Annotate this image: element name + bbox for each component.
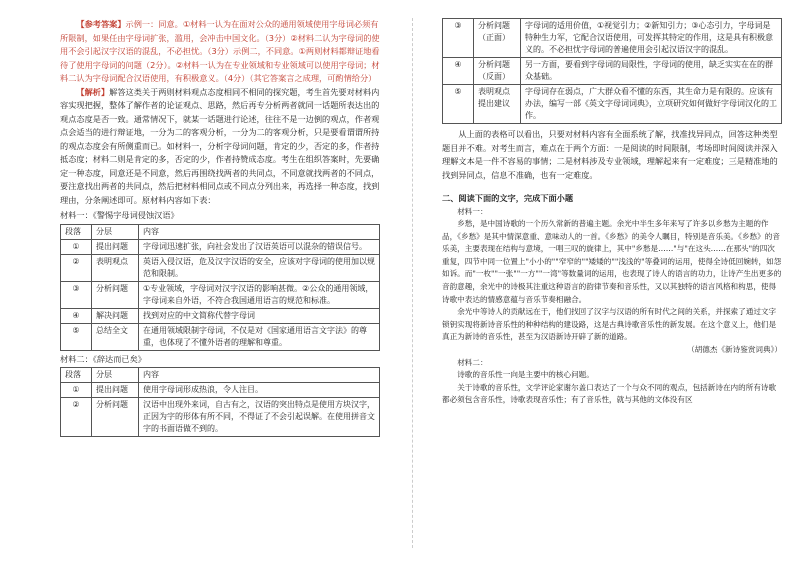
column-divider [412,18,413,548]
material-one-para-2: 余光中等诗人的贡献远在于，他们找回了汉字与汉语的所有时代之间的关系，并探索了通过文字锁钥实现将新诗音乐性的种种结构的建设路，这是古典诗歌音乐性的新发展。在这个意义上，他们是真正为新诗的音乐性，甚至为汉语新诗开辟了新的道路。 [442,307,777,342]
answer-text: 示例一：同意。①材料一认为在面对公众的通用领域使用字母词必须有所限制，如果任由字母词扩张，滥用，会冲击中国文化。（3分）②材料二认为字母词的使用不会引起汉字汉语的混乱，不必担忧。（3分）示例二，不同意。①两则材料都辩证地看待了使用字母词的问题（2分）。②材料一认为在专业领域和专业领域可以使用字母词；材料二认为字母词配合汉语使用，有积极意义。（4分）（其它答案言之成理，可酌情给分） [60,19,380,83]
table-header-row [61,368,380,383]
analysis-paragraph [60,86,380,208]
row-category: 表明观点 [92,254,139,281]
material-two-table [60,367,380,437]
summary-paragraph: 从上面的表格可以看出，只要对材料内容有全面系统了解，找准找异同点，回答这种类型题目并不难。对考生而言，难点在于两个方面：一是阅读的时间限制，考场即时间阅读并深入理解文本是一件不容易的事情；二是材料涉及专业领域，理解起来有一定难度；三是精准地的找到异同点，信息不准确，也有一定难度。 [442,129,778,180]
table-row [61,308,380,323]
material-one-label: 材料一：《警惕字母词侵蚀汉语》 [60,210,179,220]
material-two-label: 材料二：《辞达而已矣》 [60,353,146,364]
row-content: 英语入侵汉语，危及汉字汉语的安全，应该对字母词的使用加以规范和限制。 [139,254,380,281]
right-column [442,18,782,407]
row-category: 分析问题 [92,281,139,308]
row-category: 分析问题 [92,398,139,437]
table-row [61,398,380,437]
row-category: 表明观点提出建议 [474,85,521,124]
material-two-para-2: 关于诗歌的音乐性，文学评论家谢尔盖口表达了一个与众不同的观点，包括新诗在内的所有诗歌都必须包含音乐性，诗歌表现音乐性；有了音乐性，就与其他的文体没有区 [442,382,777,405]
material-two-table-continued [442,18,782,124]
table-row [61,254,380,281]
material-one-source: （胡德杰《新诗鉴赏词典》） [687,345,782,355]
row-content: 找到对应的中文简称代替字母词 [139,308,380,323]
row-content: 字母词的适用价值，①视觉引力；②新知引力；③心态引力，字母词是特种生力军，它配合汉语使用，可发挥其特定的作用，这是具有积极意义的。不必担忧字母词的普遍使用会引起汉语汉字的混乱。 [521,19,782,58]
table-header-row [61,224,380,239]
header-layer: 分层 [92,368,139,383]
material-two-para-1: 诗歌的音乐性一向是主要中的核心问题。 [457,370,594,380]
header-paragraph: 段落 [61,368,92,383]
row-number: ③ [61,281,92,308]
row-number: ④ [61,308,92,323]
row-content: 另一方面，要看到字母词的局限性，字母词的使用，缺乏实实在在的群众基础。 [521,58,782,85]
reading-passage [442,206,782,408]
row-number: ⑤ [61,323,92,350]
row-content: 字母词迅速扩张，向社会发出了汉语英语可以混杂的错误信号。 [139,239,380,254]
section-title: 二、阅读下面的文字，完成下面小题 [442,193,574,203]
table-row [61,383,380,398]
header-paragraph: 段落 [61,224,92,239]
row-number: ⑤ [443,85,474,124]
answer-tag: 【参考答案】 [76,19,126,29]
table-row [61,281,380,308]
row-number: ① [61,239,92,254]
header-layer: 分层 [92,224,139,239]
row-content: 在通用领域限制字母词，不仅是对《国家通用语言文字法》的尊重，也体现了不懂外语者的理解和尊重。 [139,323,380,350]
row-number: ① [61,383,92,398]
header-content: 内容 [139,368,380,383]
row-content: 使用字母词形成热浪，令人注目。 [139,383,380,398]
material-one-table [60,224,380,351]
table-row [443,85,782,124]
left-column [60,18,380,437]
row-category: 提出问题 [92,383,139,398]
header-content: 内容 [139,224,380,239]
table-row [61,323,380,350]
table-row [61,239,380,254]
table-row [443,19,782,58]
row-number: ④ [443,58,474,85]
material-one-para-1: 乡愁，是中国诗歌的一个历久常新的普遍主题。余光中半生多年来写了许多以乡愁为主题的作品，《乡愁》是其中情深意重、意味动人的一首。《乡愁》的美令人瞩目，特别是音乐美。《乡愁》的音乐美，主要表现在结构与意境，一唱三叹的旋律上，其中"乡愁是……"与"在这头……在那头"的四次重复，四节中同一位置上"小小的""窄窄的""矮矮的""浅浅的"等叠词的运用，使得全诗低回婉转，如怨如诉。而"一枚""一张""一方""一湾"等数量词的运用，也表现了诗人的语言的功力，让诗产生出更多的音韵意趣，余光中的诗极其注重这种语言的韵律节奏和音乐性，又以其独特的语言风格和构思，使得诗歌中表达的情感意蕴与音乐节奏相融合。 [442,219,782,304]
row-category: 分析问题（反面） [474,58,521,85]
row-category: 分析问题（正面） [474,19,521,58]
row-content: ①专业领域，字母词对汉字汉语的影响甚微。②公众的通用领域，字母词来自外语，不符合我国通用语言的规范和标准。 [139,281,380,308]
row-category: 提出问题 [92,239,139,254]
row-content: 字母词存在弱点，广大群众看不懂的东西，其生命力是有限的。应该有办法，编写一部《英文字母词词典》，立项研究如何做好字母词汉化的工作。 [521,85,782,124]
analysis-tag: 【解析】 [76,86,110,97]
row-number: ③ [443,19,474,58]
row-number: ② [61,254,92,281]
answer-paragraph [60,18,380,86]
row-category: 解决问题 [92,308,139,323]
analysis-text: 解答这类关于两则材料观点态度相同不相同的探究题，考生首先要对材料内容实现把握，整体了解作者的论证观点、思路，然后再专分析两者就同一话题所表达出的观点态度是否一致。通常情况下，就某一话题进行论述，往往不是一边倒的观点，作者观点会适当的进行辩证地，一分为二的客观分析，一分为二的客观分析，只是要看谓谓所持的观点态度会有所侧重而已。如材料一，分析字母词问题，肯定的少，否定的多，作者持抵态度；材料二则是肯定的多，否定的少，作者持赞成态度。考生在组织答案时，先要确定一种态度，同意还是不同意，然后再围绕找两者的共同点，不同意就找两者的不同点，要注意找出两者的共同点，然后把材料相同点或不同点分列出来，再选择一种态度，找到理由，分条阐述即可。原材料内容如下表： [60,86,380,205]
table-row [443,58,782,85]
row-content: 汉语中出现外来词，自古有之，汉语的突出特点是使用方块汉字，正因为字的形体有所不同，不得证了不会引起误解。在使用拼音文字的书面语做不到的。 [139,398,380,437]
material-two-heading: 材料二： [457,357,488,367]
row-category: 总结全文 [92,323,139,350]
material-one-heading: 材料一： [457,206,488,216]
row-number: ② [61,398,92,437]
